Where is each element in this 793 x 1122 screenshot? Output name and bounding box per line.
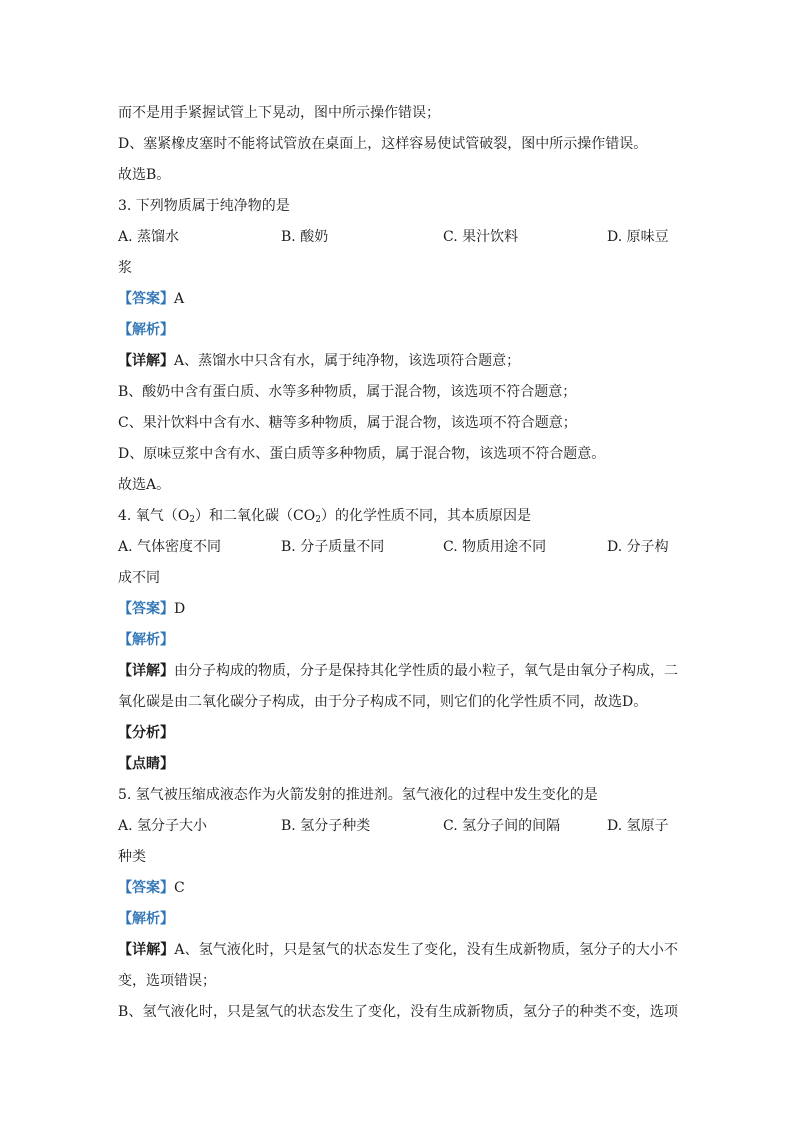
detail-label: 【详解】 xyxy=(118,353,174,369)
prev-explanation-line: 而不是用手紧握试管上下晃动，图中所示操作错误； xyxy=(118,105,440,121)
q4-detail-line: 氧化碳是由二氧化碳分子构成，由于分子构成不同，则它们的化学性质不同，故选D。 xyxy=(118,694,648,710)
q4-option-d: D. 分子构 xyxy=(607,539,669,555)
q5-answer xyxy=(118,873,678,904)
q3-answer xyxy=(118,284,678,315)
q4-detail-line xyxy=(118,656,678,687)
q5-option-a: A. 氢分子大小 xyxy=(118,818,208,834)
answer-label: 【答案】 xyxy=(118,601,174,617)
q3-option-b: B. 酸奶 xyxy=(281,229,329,245)
q3-detail-line: B、酸奶中含有蛋白质、水等多种物质，属于混合物，该选项不符合题意； xyxy=(118,384,577,400)
q5-detail-line: B、氢气液化时，只是氢气的状态发生了变化，没有生成新物质，氢分子的种类不变，选项 xyxy=(118,1004,678,1020)
q5-option-d: D. 氢原子 xyxy=(607,818,669,834)
carbon-dioxide-subscript: 2 xyxy=(315,515,321,525)
dianjing-label: 【点睛】 xyxy=(118,756,174,772)
q4-dianjing xyxy=(118,749,678,780)
q3-detail-line: C、果汁饮料中含有水、糖等多种物质，属于混合物，该选项不符合题意； xyxy=(118,415,577,431)
analysis-label: 【解析】 xyxy=(118,632,174,648)
q5-option-c: C. 氢分子间的间隔 xyxy=(443,818,561,834)
oxygen-formula: O xyxy=(177,508,190,524)
q5-detail-line xyxy=(118,935,678,966)
detail-text: 由分子构成的物质，分子是保持其化学性质的最小粒子，氧气是由氧分子构成，二 xyxy=(174,663,678,679)
q4-option-c: C. 物质用途不同 xyxy=(443,539,547,555)
q4-answer xyxy=(118,594,678,625)
q3-conclusion: 故选A。 xyxy=(118,477,171,493)
q3-detail-line xyxy=(118,346,678,377)
q4-fenxi xyxy=(118,718,678,749)
q5-detail-line: 变，选项错误； xyxy=(118,973,216,989)
q4-stem-part: 4. 氧气（ xyxy=(118,508,178,524)
analysis-label: 【解析】 xyxy=(118,911,174,927)
answer-label: 【答案】 xyxy=(118,880,174,896)
page-content xyxy=(118,98,678,1028)
carbon-dioxide-formula: CO xyxy=(293,508,316,524)
q4-option-b: B. 分子质量不同 xyxy=(281,539,385,555)
prev-explanation-line: D、塞紧橡皮塞时不能将试管放在桌面上，这样容易使试管破裂，图中所示操作错误。 xyxy=(118,136,648,152)
q4-option-wrap: 成不同 xyxy=(118,570,160,586)
q4-stem-part: ）的化学性质不同，其本质原因是 xyxy=(320,508,531,524)
detail-text: A、氢气液化时，只是氢气的状态发生了变化，没有生成新物质，氢分子的大小不 xyxy=(174,942,678,958)
q5-option-wrap: 种类 xyxy=(118,849,146,865)
q5-stem: 5. 氢气被压缩成液态作为火箭发射的推进剂。氢气液化的过程中发生变化的是 xyxy=(118,787,598,803)
q5-option-b: B. 氢分子种类 xyxy=(281,818,371,834)
q3-stem: 3. 下列物质属于纯净物的是 xyxy=(118,198,290,214)
q5-analysis xyxy=(118,904,678,935)
detail-label: 【详解】 xyxy=(118,663,174,679)
prev-conclusion: 故选B。 xyxy=(118,167,171,183)
q4-option-a: A. 气体密度不同 xyxy=(118,539,222,555)
fenxi-label: 【分析】 xyxy=(118,725,174,741)
detail-text: A、蒸馏水中只含有水，属于纯净物，该选项符合题意； xyxy=(174,353,521,369)
q5-options xyxy=(118,811,678,842)
q3-option-a: A. 蒸馏水 xyxy=(118,229,180,245)
q3-analysis xyxy=(118,315,678,346)
q3-option-wrap: 浆 xyxy=(118,260,132,276)
analysis-label: 【解析】 xyxy=(118,322,174,338)
q3-detail-line: D、原味豆浆中含有水、蛋白质等多种物质，属于混合物，该选项不符合题意。 xyxy=(118,446,606,462)
q4-stem-part: ）和二氧化碳（ xyxy=(195,508,294,524)
answer-value: A xyxy=(174,291,185,307)
q3-option-d: D. 原味豆 xyxy=(607,229,669,245)
answer-value: D xyxy=(174,601,186,617)
oxygen-subscript: 2 xyxy=(189,515,196,525)
detail-label: 【详解】 xyxy=(118,942,175,958)
q4-options xyxy=(118,532,678,563)
q4-stem xyxy=(118,501,678,532)
q4-analysis xyxy=(118,625,678,656)
answer-label: 【答案】 xyxy=(118,291,174,307)
q3-option-c: C. 果汁饮料 xyxy=(443,229,519,245)
q3-options xyxy=(118,222,678,253)
answer-value: C xyxy=(174,880,185,896)
